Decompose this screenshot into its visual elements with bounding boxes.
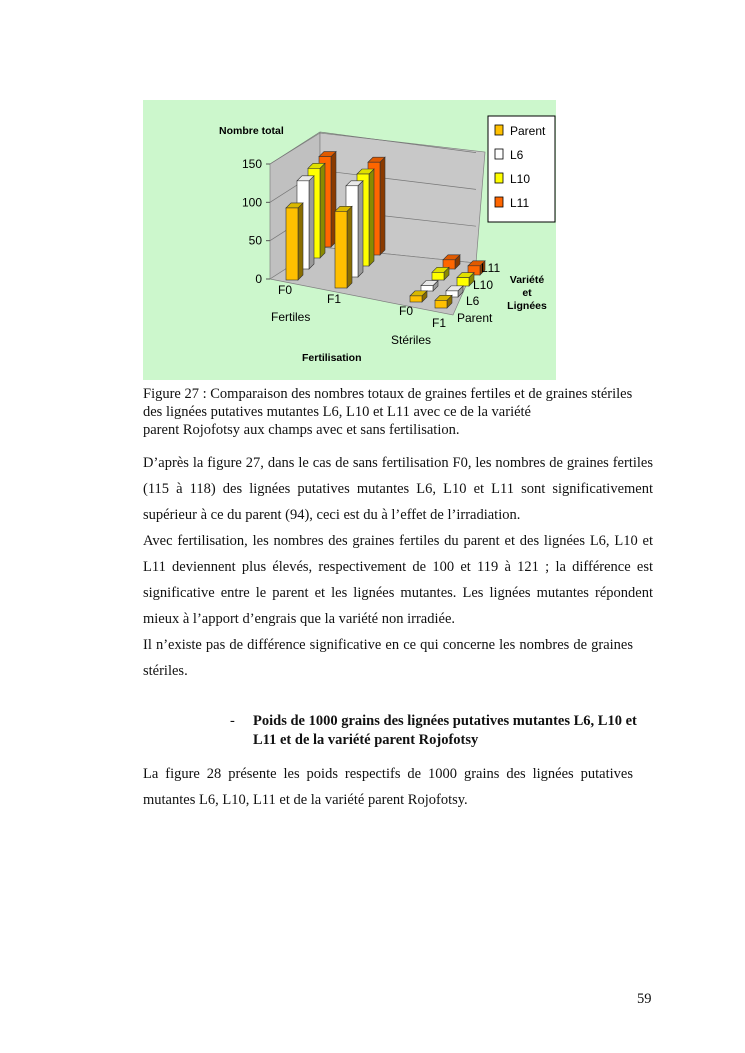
legend-label: L10 bbox=[510, 172, 531, 186]
paragraph: La figure 28 présente les poids respectifs de 1000 grains des lignées putatives mutantes L6, L10, L11 et de la variété parent Rojofotsy. bbox=[143, 766, 633, 808]
y-tick-label: 50 bbox=[248, 233, 262, 248]
y-axis-title: Nombre total bbox=[219, 125, 284, 137]
depth-label: L10 bbox=[473, 278, 494, 292]
depth-axis-title: Variété bbox=[509, 274, 545, 286]
bar-side-l6 bbox=[309, 176, 314, 269]
bar-side-parent bbox=[347, 206, 352, 288]
bar-parent bbox=[410, 296, 422, 302]
caption-line: des lignées putatives mutantes L6, L10 et L11 avec ce de la variété bbox=[143, 404, 531, 420]
x-axis-title: Fertilisation bbox=[302, 352, 362, 364]
legend-label: Parent bbox=[510, 124, 546, 138]
body-text bbox=[143, 450, 653, 684]
bar-parent bbox=[335, 211, 347, 288]
group-label: Stériles bbox=[391, 333, 432, 347]
paragraph: D’après la figure 27, dans le cas de sans fertilisation F0, les nombres de graines fertiles (115 à 118) des lignées putatives mutantes L6, L10 et L11 sont significativement supérieur à ce du parent (94), ceci est du à l’effet de l’irradiation. bbox=[143, 455, 653, 523]
legend-swatch-l6 bbox=[495, 149, 503, 159]
bar-parent bbox=[435, 300, 447, 308]
group-label: Fertiles bbox=[271, 310, 311, 324]
bar-side-l11 bbox=[380, 157, 385, 255]
y-tick-label: 100 bbox=[241, 195, 262, 210]
section-heading bbox=[230, 712, 650, 750]
bar-l6 bbox=[421, 286, 433, 291]
bar-side-l10 bbox=[369, 169, 374, 266]
figure-caption bbox=[143, 385, 663, 439]
category-label: F0 bbox=[399, 304, 414, 318]
depth-axis-title: et bbox=[522, 287, 532, 299]
depth-label: Parent bbox=[457, 311, 493, 325]
chart-svg bbox=[143, 100, 556, 380]
legend-swatch-parent bbox=[495, 125, 503, 135]
paragraph: Il n’existe pas de différence significative en ce qui concerne les nombres de graines stériles. bbox=[143, 637, 633, 679]
depth-label: L11 bbox=[481, 261, 501, 275]
category-label: F0 bbox=[278, 283, 293, 297]
bar-side-l10 bbox=[320, 163, 325, 258]
legend-label: L11 bbox=[510, 196, 530, 210]
closing-paragraph bbox=[143, 761, 653, 813]
bar-l10 bbox=[457, 278, 469, 286]
bar-side-parent bbox=[298, 203, 303, 280]
category-label: F1 bbox=[327, 292, 342, 306]
caption-line: parent Rojofotsy aux champs avec et sans fertilisation. bbox=[143, 422, 460, 438]
bar-parent bbox=[286, 208, 298, 280]
legend-swatch-l10 bbox=[495, 173, 503, 183]
y-tick-label: 150 bbox=[241, 157, 262, 171]
depth-axis-title: Lignées bbox=[507, 300, 547, 312]
bullet-dash: - bbox=[230, 713, 235, 729]
paragraph: Avec fertilisation, les nombres des graines fertiles du parent et des lignées L6, L10 et L11 deviennent plus élevés, respectivement de 100 et 119 à 121 ; la différence est significative entre le parent et les lignées mutantes. Les lignées mutantes répondent mieux à l’apport d’engrais que la variété non irradiée. bbox=[143, 533, 653, 627]
caption-line: Figure 27 : Comparaison des nombres totaux de graines fertiles et de graines stériles bbox=[143, 386, 633, 402]
bar-l10 bbox=[432, 272, 444, 280]
legend-swatch-l11 bbox=[495, 197, 503, 207]
y-tick-label: 0 bbox=[255, 272, 262, 286]
legend-label: L6 bbox=[510, 148, 524, 162]
category-label: F1 bbox=[432, 316, 447, 330]
depth-label: L6 bbox=[466, 294, 480, 308]
bar-side-l6 bbox=[358, 181, 363, 277]
page-number: 59 bbox=[637, 991, 652, 1007]
heading-text: Poids de 1000 grains des lignées putatives mutantes L6, L10 et L11 et de la variété parent Rojofotsy bbox=[253, 713, 637, 748]
figure-27-chart bbox=[143, 100, 556, 380]
